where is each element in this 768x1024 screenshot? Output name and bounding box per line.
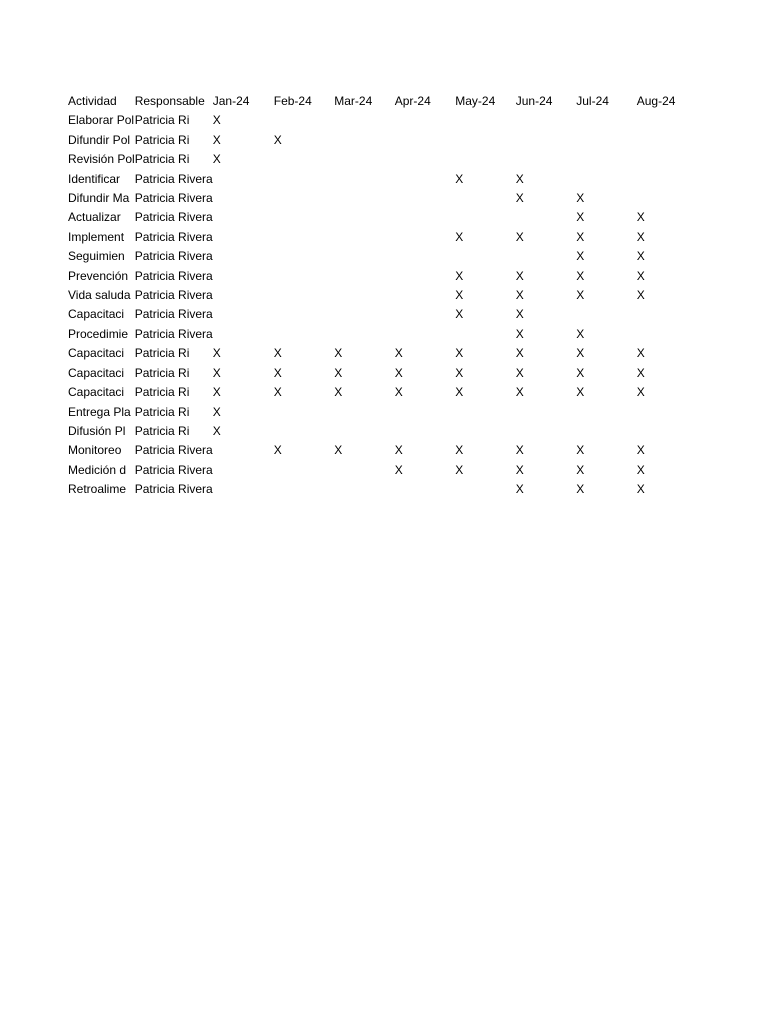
month-mark-cell[interactable] <box>455 111 516 130</box>
responsible-cell[interactable]: Patricia Ri <box>134 385 190 400</box>
header-cell[interactable]: Aug-24 <box>636 94 676 108</box>
month-mark-cell[interactable] <box>516 422 577 441</box>
activity-cell[interactable]: Procedimie <box>68 326 129 341</box>
month-mark-cell[interactable] <box>395 480 456 499</box>
month-mark-cell[interactable] <box>455 150 516 169</box>
month-mark-cell[interactable]: X <box>636 365 645 380</box>
month-mark-cell[interactable] <box>213 325 274 344</box>
month-mark-cell[interactable]: X <box>576 249 585 264</box>
month-mark-cell[interactable]: X <box>576 191 585 206</box>
month-mark-cell[interactable] <box>455 189 516 208</box>
month-mark-cell[interactable] <box>334 286 395 305</box>
month-mark-cell[interactable] <box>274 228 335 247</box>
responsible-cell[interactable]: Patricia Rivera <box>134 171 213 186</box>
header-cell[interactable]: May-24 <box>455 94 496 108</box>
month-mark-cell[interactable]: X <box>212 385 221 400</box>
month-mark-cell[interactable]: X <box>455 365 464 380</box>
activity-cell[interactable]: Difundir Pol <box>68 132 131 147</box>
month-mark-cell[interactable]: X <box>636 210 645 225</box>
responsible-cell[interactable]: Patricia Rivera <box>134 462 213 477</box>
month-mark-cell[interactable] <box>576 170 637 189</box>
month-mark-cell[interactable]: X <box>515 462 524 477</box>
month-mark-cell[interactable]: X <box>455 307 464 322</box>
table-row <box>68 267 697 286</box>
month-mark-cell[interactable] <box>395 189 456 208</box>
month-mark-cell[interactable]: X <box>576 365 585 380</box>
table-row <box>68 131 697 150</box>
month-mark-cell[interactable] <box>516 111 577 130</box>
month-mark-cell[interactable]: X <box>212 152 221 167</box>
header-cell[interactable]: Feb-24 <box>273 94 312 108</box>
table-row <box>68 364 697 383</box>
month-mark-cell[interactable]: X <box>636 385 645 400</box>
month-mark-cell[interactable] <box>213 286 274 305</box>
month-mark-cell[interactable]: X <box>636 268 645 283</box>
header-cell[interactable]: Apr-24 <box>394 94 431 108</box>
responsible-cell[interactable]: Patricia Ri <box>134 152 190 167</box>
header-cell[interactable]: Jan-24 <box>212 94 250 108</box>
activity-cell[interactable]: Implement <box>68 229 125 244</box>
month-mark-cell[interactable]: X <box>576 482 585 497</box>
header-row <box>68 92 697 111</box>
month-mark-cell[interactable] <box>274 111 335 130</box>
month-mark-cell[interactable] <box>274 150 335 169</box>
month-mark-cell[interactable] <box>395 403 456 422</box>
month-mark-cell[interactable] <box>213 228 274 247</box>
month-mark-cell[interactable] <box>516 403 577 422</box>
month-mark-cell[interactable]: X <box>212 423 221 438</box>
responsible-cell[interactable]: Patricia Rivera <box>134 249 213 264</box>
month-mark-cell[interactable] <box>274 461 335 480</box>
month-mark-cell[interactable]: X <box>455 268 464 283</box>
responsible-cell[interactable]: Patricia Rivera <box>134 288 213 303</box>
table-row <box>68 325 697 344</box>
month-mark-cell[interactable] <box>395 208 456 227</box>
month-mark-cell[interactable] <box>576 150 637 169</box>
month-mark-cell[interactable] <box>213 247 274 266</box>
header-cell[interactable]: Mar-24 <box>334 94 373 108</box>
month-mark-cell[interactable]: X <box>212 346 221 361</box>
table-row <box>68 247 697 266</box>
month-mark-cell[interactable]: X <box>515 288 524 303</box>
responsible-cell[interactable]: Patricia Rivera <box>134 307 213 322</box>
month-mark-cell[interactable] <box>637 150 698 169</box>
month-mark-cell[interactable] <box>395 228 456 247</box>
month-mark-cell[interactable]: X <box>515 229 524 244</box>
month-mark-cell[interactable] <box>395 286 456 305</box>
month-mark-cell[interactable] <box>274 170 335 189</box>
month-mark-cell[interactable] <box>334 422 395 441</box>
responsible-cell[interactable]: Patricia Rivera <box>134 482 213 497</box>
table-row <box>68 403 697 422</box>
month-mark-cell[interactable] <box>395 305 456 324</box>
month-mark-cell[interactable] <box>213 189 274 208</box>
month-mark-cell[interactable] <box>334 208 395 227</box>
month-mark-cell[interactable] <box>334 111 395 130</box>
table-row <box>68 189 697 208</box>
responsible-cell[interactable]: Patricia Ri <box>134 365 190 380</box>
spreadsheet-sheet <box>68 92 697 500</box>
month-mark-cell[interactable] <box>334 267 395 286</box>
month-mark-cell[interactable]: X <box>515 326 524 341</box>
month-mark-cell[interactable]: X <box>455 346 464 361</box>
month-mark-cell[interactable] <box>516 208 577 227</box>
month-mark-cell[interactable]: X <box>394 346 403 361</box>
month-mark-cell[interactable]: X <box>455 462 464 477</box>
month-mark-cell[interactable]: X <box>273 346 282 361</box>
month-mark-cell[interactable]: X <box>515 482 524 497</box>
month-mark-cell[interactable]: X <box>455 171 464 186</box>
month-mark-cell[interactable] <box>455 403 516 422</box>
month-mark-cell[interactable] <box>213 461 274 480</box>
activity-cell[interactable]: Capacitaci <box>68 365 125 380</box>
month-mark-cell[interactable]: X <box>636 443 645 458</box>
month-mark-cell[interactable] <box>274 286 335 305</box>
month-mark-cell[interactable]: X <box>212 132 221 147</box>
activity-cell[interactable]: Actualizar <box>68 210 121 225</box>
month-mark-cell[interactable] <box>455 208 516 227</box>
month-mark-cell[interactable] <box>395 325 456 344</box>
month-mark-cell[interactable] <box>576 111 637 130</box>
month-mark-cell[interactable]: X <box>455 288 464 303</box>
month-mark-cell[interactable] <box>637 170 698 189</box>
month-mark-cell[interactable] <box>213 208 274 227</box>
month-mark-cell[interactable] <box>274 247 335 266</box>
header-cell[interactable]: Jun-24 <box>515 94 553 108</box>
month-mark-cell[interactable] <box>395 170 456 189</box>
table-row <box>68 286 697 305</box>
month-mark-cell[interactable] <box>637 305 698 324</box>
month-mark-cell[interactable]: X <box>636 288 645 303</box>
month-mark-cell[interactable]: X <box>515 346 524 361</box>
month-mark-cell[interactable] <box>213 267 274 286</box>
month-mark-cell[interactable]: X <box>576 210 585 225</box>
month-mark-cell[interactable]: X <box>212 404 221 419</box>
month-mark-cell[interactable] <box>274 189 335 208</box>
month-mark-cell[interactable]: X <box>576 443 585 458</box>
month-mark-cell[interactable]: X <box>636 482 645 497</box>
month-mark-cell[interactable]: X <box>576 326 585 341</box>
activity-cell[interactable]: Capacitaci <box>68 346 125 361</box>
month-mark-cell[interactable] <box>274 208 335 227</box>
month-mark-cell[interactable]: X <box>455 229 464 244</box>
table-row <box>68 170 697 189</box>
activity-cell[interactable]: Difundir Ma <box>68 191 130 206</box>
activity-cell[interactable]: Revisión Pol <box>68 152 135 167</box>
month-mark-cell[interactable] <box>334 170 395 189</box>
month-mark-cell[interactable]: X <box>576 385 585 400</box>
month-mark-cell[interactable]: X <box>455 443 464 458</box>
responsible-cell[interactable]: Patricia Ri <box>134 132 190 147</box>
responsible-cell[interactable]: Patricia Rivera <box>134 191 213 206</box>
activity-cell[interactable]: Elaborar Pol <box>68 113 135 128</box>
month-mark-cell[interactable] <box>274 403 335 422</box>
table-row <box>68 344 697 363</box>
month-mark-cell[interactable] <box>455 422 516 441</box>
responsible-cell[interactable]: Patricia Rivera <box>134 443 213 458</box>
responsible-cell[interactable]: Patricia Rivera <box>134 229 213 244</box>
month-mark-cell[interactable] <box>334 461 395 480</box>
activity-cell[interactable]: Identificar <box>68 171 121 186</box>
table-row <box>68 383 697 402</box>
table-row <box>68 441 697 460</box>
responsible-cell[interactable]: Patricia Rivera <box>134 268 213 283</box>
table-row <box>68 150 697 169</box>
month-mark-cell[interactable]: X <box>515 385 524 400</box>
month-mark-cell[interactable] <box>455 131 516 150</box>
month-mark-cell[interactable] <box>274 325 335 344</box>
activity-cell[interactable]: Vida saluda <box>68 288 131 303</box>
month-mark-cell[interactable]: X <box>273 365 282 380</box>
month-mark-cell[interactable] <box>395 267 456 286</box>
month-mark-cell[interactable] <box>637 131 698 150</box>
month-mark-cell[interactable] <box>334 325 395 344</box>
month-mark-cell[interactable] <box>516 131 577 150</box>
month-mark-cell[interactable] <box>334 131 395 150</box>
month-mark-cell[interactable]: X <box>515 191 524 206</box>
month-mark-cell[interactable] <box>637 325 698 344</box>
month-mark-cell[interactable] <box>274 267 335 286</box>
responsible-cell[interactable]: Patricia Ri <box>134 346 190 361</box>
table-row <box>68 208 697 227</box>
month-mark-cell[interactable] <box>334 228 395 247</box>
month-mark-cell[interactable] <box>274 305 335 324</box>
activity-cell[interactable]: Monitoreo <box>68 443 122 458</box>
month-mark-cell[interactable]: X <box>394 385 403 400</box>
activity-cell[interactable]: Capacitaci <box>68 307 125 322</box>
table-row <box>68 111 697 130</box>
activity-schedule-table <box>68 92 697 500</box>
responsible-cell[interactable]: Patricia Ri <box>134 404 190 419</box>
month-mark-cell[interactable]: X <box>273 132 282 147</box>
month-mark-cell[interactable] <box>334 403 395 422</box>
month-mark-cell[interactable]: X <box>515 443 524 458</box>
month-mark-cell[interactable] <box>576 403 637 422</box>
month-mark-cell[interactable]: X <box>334 385 343 400</box>
month-mark-cell[interactable] <box>516 150 577 169</box>
month-mark-cell[interactable]: X <box>576 346 585 361</box>
month-mark-cell[interactable] <box>395 150 456 169</box>
month-mark-cell[interactable]: X <box>394 365 403 380</box>
table-row <box>68 422 697 441</box>
header-cell[interactable]: Jul-24 <box>576 94 609 108</box>
activity-cell[interactable]: Capacitaci <box>68 385 125 400</box>
month-mark-cell[interactable] <box>455 247 516 266</box>
table-row <box>68 305 697 324</box>
month-mark-cell[interactable]: X <box>515 307 524 322</box>
month-mark-cell[interactable]: X <box>212 113 221 128</box>
activity-cell[interactable]: Difusión Pl <box>68 423 126 438</box>
month-mark-cell[interactable] <box>213 170 274 189</box>
month-mark-cell[interactable] <box>334 247 395 266</box>
table-row <box>68 480 697 499</box>
activity-cell[interactable]: Prevención <box>68 268 129 283</box>
month-mark-cell[interactable] <box>637 403 698 422</box>
month-mark-cell[interactable] <box>576 305 637 324</box>
month-mark-cell[interactable] <box>395 247 456 266</box>
responsible-cell[interactable]: Patricia Ri <box>134 113 190 128</box>
month-mark-cell[interactable]: X <box>273 443 282 458</box>
month-mark-cell[interactable]: X <box>636 249 645 264</box>
activity-cell[interactable]: Medición d <box>68 462 127 477</box>
month-mark-cell[interactable]: X <box>394 462 403 477</box>
month-mark-cell[interactable] <box>455 325 516 344</box>
month-mark-cell[interactable]: X <box>576 268 585 283</box>
month-mark-cell[interactable]: X <box>636 462 645 477</box>
month-mark-cell[interactable]: X <box>515 365 524 380</box>
month-mark-cell[interactable] <box>213 305 274 324</box>
month-mark-cell[interactable]: X <box>576 462 585 477</box>
month-mark-cell[interactable] <box>213 441 274 460</box>
month-mark-cell[interactable] <box>334 189 395 208</box>
month-mark-cell[interactable] <box>637 189 698 208</box>
month-mark-cell[interactable]: X <box>636 346 645 361</box>
month-mark-cell[interactable]: X <box>334 443 343 458</box>
activity-cell[interactable]: Entrega Pla <box>68 404 131 419</box>
responsible-cell[interactable]: Patricia Rivera <box>134 326 213 341</box>
table-row <box>68 228 697 247</box>
month-mark-cell[interactable]: X <box>334 365 343 380</box>
header-cell[interactable]: Responsable <box>134 94 205 108</box>
month-mark-cell[interactable]: X <box>455 385 464 400</box>
table-row <box>68 461 697 480</box>
month-mark-cell[interactable]: X <box>212 365 221 380</box>
activity-cell[interactable]: Seguimien <box>68 249 125 264</box>
month-mark-cell[interactable]: X <box>576 229 585 244</box>
month-mark-cell[interactable] <box>274 480 335 499</box>
month-mark-cell[interactable]: X <box>273 385 282 400</box>
month-mark-cell[interactable] <box>213 480 274 499</box>
month-mark-cell[interactable]: X <box>576 288 585 303</box>
activity-cell[interactable]: Retroalime <box>68 482 127 497</box>
month-mark-cell[interactable]: X <box>515 268 524 283</box>
month-mark-cell[interactable] <box>395 131 456 150</box>
header-cell[interactable]: Actividad <box>68 94 117 108</box>
responsible-cell[interactable]: Patricia Ri <box>134 423 190 438</box>
month-mark-cell[interactable] <box>334 305 395 324</box>
month-mark-cell[interactable]: X <box>394 443 403 458</box>
month-mark-cell[interactable] <box>395 422 456 441</box>
month-mark-cell[interactable]: X <box>636 229 645 244</box>
responsible-cell[interactable]: Patricia Rivera <box>134 210 213 225</box>
month-mark-cell[interactable] <box>576 422 637 441</box>
month-mark-cell[interactable]: X <box>515 171 524 186</box>
month-mark-cell[interactable] <box>516 247 577 266</box>
month-mark-cell[interactable] <box>455 480 516 499</box>
month-mark-cell[interactable] <box>274 422 335 441</box>
month-mark-cell[interactable] <box>637 422 698 441</box>
month-mark-cell[interactable] <box>576 131 637 150</box>
month-mark-cell[interactable] <box>395 111 456 130</box>
month-mark-cell[interactable] <box>334 480 395 499</box>
month-mark-cell[interactable] <box>334 150 395 169</box>
month-mark-cell[interactable] <box>637 111 698 130</box>
month-mark-cell[interactable]: X <box>334 346 343 361</box>
